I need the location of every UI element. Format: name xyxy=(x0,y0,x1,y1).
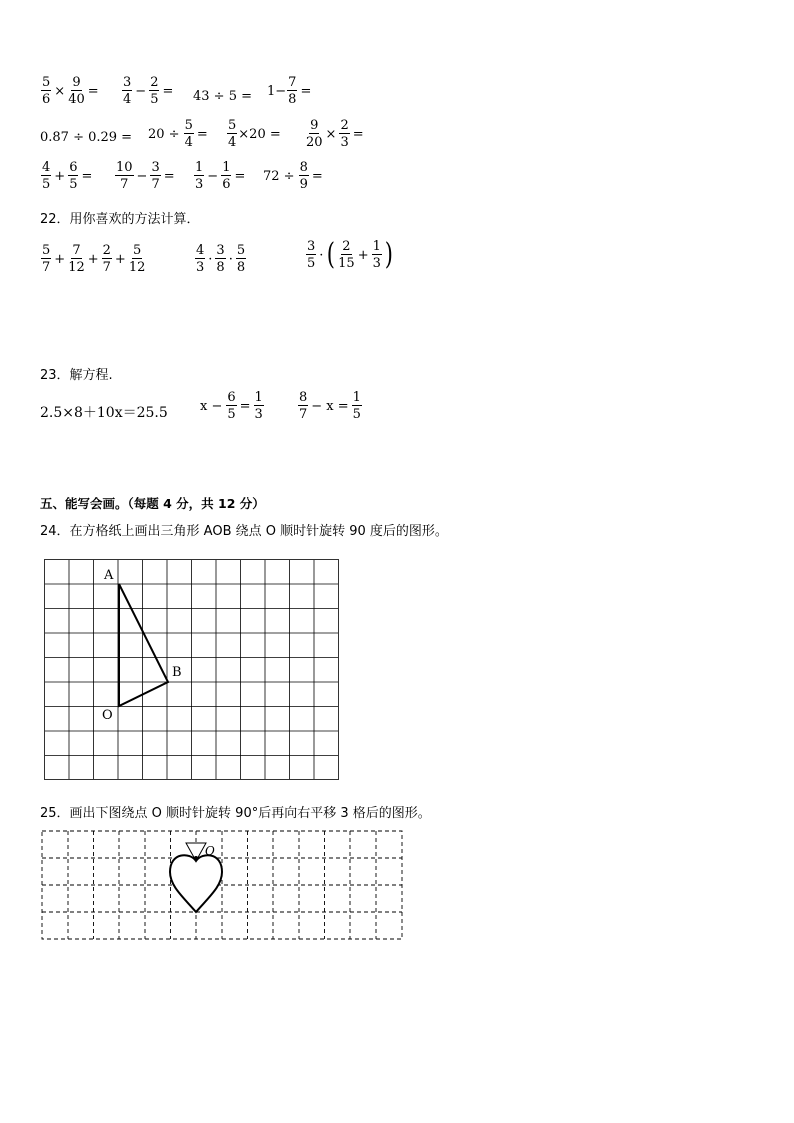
denominator: 3 xyxy=(340,135,349,150)
heart-shape xyxy=(170,855,222,912)
expression-text: 43 ÷ 5 = xyxy=(193,89,252,104)
q23-title: 23．解方程. xyxy=(40,368,113,383)
denominator: 5 xyxy=(307,256,316,271)
equals: = xyxy=(352,126,364,142)
numerator: 7 xyxy=(288,75,297,90)
numerator: 5 xyxy=(42,75,51,90)
numerator: 2 xyxy=(342,239,351,254)
operator: × xyxy=(54,83,66,99)
numerator: 3 xyxy=(216,243,225,258)
numerator: 1 xyxy=(352,390,361,405)
numerator: 2 xyxy=(150,75,159,90)
numerator: 9 xyxy=(310,118,319,133)
numerator: 3 xyxy=(307,239,316,254)
equation-text: 2.5×8＋10x＝25.5 xyxy=(40,405,168,421)
equals: = xyxy=(81,168,93,184)
equals: = xyxy=(311,168,323,184)
denominator: 8 xyxy=(236,260,246,275)
equals: = xyxy=(300,83,312,99)
equals: = xyxy=(234,168,246,184)
operator: + xyxy=(87,251,99,267)
operator: · xyxy=(319,247,324,263)
numerator: 4 xyxy=(42,160,51,175)
equals: = xyxy=(239,398,251,414)
right-paren: ) xyxy=(384,237,393,272)
numerator: 1 xyxy=(222,160,231,175)
operator: + xyxy=(54,168,66,184)
numerator: 9 xyxy=(72,75,81,90)
numerator: 5 xyxy=(42,243,51,258)
expression-prefix: 20 ÷ xyxy=(148,126,180,142)
numerator: 8 xyxy=(299,160,308,175)
numerator: 7 xyxy=(72,243,81,258)
numerator: 1 xyxy=(372,239,381,254)
denominator: 3 xyxy=(372,256,381,271)
q24-title: 24．在方格纸上画出三角形 AOB 绕点 O 顺时针旋转 90 度后的图形。 xyxy=(40,524,448,539)
q25-dashed-grid xyxy=(42,831,402,939)
denominator: 7 xyxy=(102,260,111,275)
numerator: 6 xyxy=(69,160,78,175)
numerator: 5 xyxy=(236,243,246,258)
numerator: 1 xyxy=(195,160,204,175)
denominator: 4 xyxy=(184,135,193,150)
denominator: 12 xyxy=(68,260,85,275)
numerator: 5 xyxy=(184,118,193,133)
denominator: 4 xyxy=(228,135,237,150)
expression-text: 0.87 ÷ 0.29 = xyxy=(40,130,133,145)
denominator: 3 xyxy=(254,407,263,422)
numerator: 3 xyxy=(123,75,132,90)
operator: + xyxy=(357,247,369,263)
equals: = xyxy=(87,83,99,99)
denominator: 5 xyxy=(69,177,78,192)
q22-title: 22．用你喜欢的方法计算． xyxy=(40,212,200,227)
operator: − xyxy=(135,83,147,99)
denominator: 5 xyxy=(352,407,361,422)
numerator: 6 xyxy=(227,390,236,405)
denominator: 7 xyxy=(151,177,160,192)
denominator: 6 xyxy=(42,92,51,107)
numerator: 4 xyxy=(196,243,205,258)
operator: − xyxy=(207,168,219,184)
operator: · xyxy=(208,251,213,267)
denominator: 5 xyxy=(42,177,51,192)
numerator: 5 xyxy=(132,243,142,258)
section-5-heading: 五、能写会画。（每题 4 分，共 12 分） xyxy=(40,496,265,511)
operator: + xyxy=(54,251,66,267)
denominator: 8 xyxy=(216,260,225,275)
denominator: 5 xyxy=(227,407,236,422)
point-o-dot xyxy=(194,856,198,860)
equals: = xyxy=(162,83,174,99)
equals: = xyxy=(163,168,175,184)
denominator: 6 xyxy=(222,177,231,192)
label-o: O xyxy=(102,708,113,723)
denominator: 15 xyxy=(338,256,355,271)
expression-prefix: x − xyxy=(200,398,223,414)
denominator: 7 xyxy=(120,177,129,192)
numerator: 2 xyxy=(340,118,349,133)
numerator: 5 xyxy=(228,118,237,133)
numerator: 3 xyxy=(151,160,160,175)
q25-title: 25．画出下图绕点 O 顺时针旋转 90°后再向右平移 3 格后的图形。 xyxy=(40,806,431,821)
denominator: 12 xyxy=(128,260,146,275)
numerator: 8 xyxy=(299,390,308,405)
denominator: 5 xyxy=(150,92,159,107)
numerator: 1 xyxy=(254,390,263,405)
operator: × xyxy=(325,126,337,142)
denominator: 7 xyxy=(299,407,308,422)
operator: + xyxy=(114,251,126,267)
operator: − xyxy=(136,168,148,184)
left-paren: ( xyxy=(327,237,336,272)
denominator: 20 xyxy=(306,135,323,150)
label-b: B xyxy=(172,665,182,680)
denominator: 8 xyxy=(288,92,297,107)
expression-prefix: 72 ÷ xyxy=(263,168,295,184)
q25-label-o: O xyxy=(205,844,215,858)
label-a: A xyxy=(104,568,114,583)
denominator: 40 xyxy=(68,92,85,107)
numerator: 2 xyxy=(102,243,111,258)
denominator: 9 xyxy=(299,177,308,192)
denominator: 3 xyxy=(195,177,204,192)
operator: · xyxy=(228,251,233,267)
equals: = xyxy=(196,126,208,142)
denominator: 3 xyxy=(196,260,205,275)
expression-middle: − x = xyxy=(311,398,349,414)
numerator: 10 xyxy=(116,160,133,175)
expression-prefix: 1− xyxy=(267,83,287,99)
denominator: 4 xyxy=(123,92,132,107)
expression-suffix: ×20 = xyxy=(238,126,281,142)
denominator: 7 xyxy=(42,260,51,275)
